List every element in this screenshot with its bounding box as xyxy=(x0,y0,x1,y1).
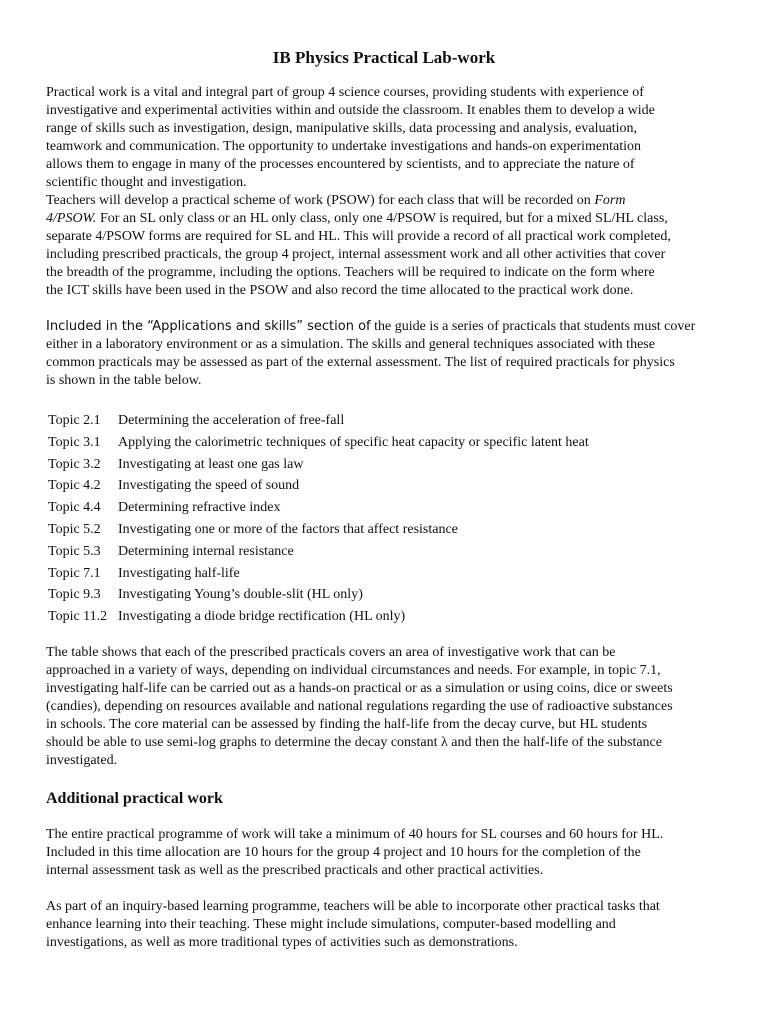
topic-description: Determining internal resistance xyxy=(118,543,294,559)
text-line: investigating half-life can be carried out as a hands-on practical or as a simulation or using coins, dice or sweets xyxy=(46,681,673,696)
text-line: approached in a variety of ways, depending on individual circumstances and needs. For example, in topic 7.1, xyxy=(46,663,661,678)
text-line: common practicals may be assessed as part of the external assessment. The list of required practicals for physics xyxy=(46,355,675,370)
text-line: As part of an inquiry-based learning programme, teachers will be able to incorporate other practical tasks that xyxy=(46,899,660,914)
form-name-emphasis: Form xyxy=(594,193,626,208)
practicals-table xyxy=(48,410,738,628)
text-line: investigated. xyxy=(46,753,118,768)
text-line: either in a laboratory environment or as a simulation. The skills and general techniques associated with these xyxy=(46,337,655,352)
table-row xyxy=(48,475,738,497)
psow-text: For an SL only class or an HL only class, only one 4/PSOW is required, but for a mixed SL/HL class, xyxy=(96,211,668,226)
topic-description: Investigating Young’s double-slit (HL only) xyxy=(118,587,363,603)
text-line: the ICT skills have been used in the PSOW and also record the time allocated to the practical work done. xyxy=(46,283,634,298)
topic-description: Investigating at least one gas law xyxy=(118,456,304,472)
table-row xyxy=(48,519,738,541)
page-title: IB Physics Practical Lab-work xyxy=(272,48,496,67)
table-row xyxy=(48,563,738,585)
topic-number: Topic 2.1 xyxy=(48,413,101,428)
topic-number: Topic 11.2 xyxy=(48,609,108,625)
form-name-emphasis: 4/PSOW. xyxy=(46,211,97,226)
table-row xyxy=(48,410,738,432)
topic-description: Investigating a diode bridge rectification (HL only) xyxy=(118,609,406,625)
additional-paragraph-2 xyxy=(46,898,736,952)
text-line: in schools. The core material can be assessed by finding the half-life from the decay curve, but HL students xyxy=(46,717,648,732)
topic-number: Topic 4.2 xyxy=(48,478,101,494)
intro-paragraph xyxy=(46,84,736,300)
table-explanation-paragraph xyxy=(46,644,736,770)
text-line: scientific thought and investigation. xyxy=(46,175,247,190)
topic-number: Topic 4.4 xyxy=(48,500,101,516)
table-row xyxy=(48,454,738,476)
text-line: Included in this time allocation are 10 hours for the group 4 project and 10 hours for the completion of the xyxy=(46,845,641,860)
table-row xyxy=(48,584,738,606)
guide-text: the guide is a series of practicals that students must cover xyxy=(370,319,696,334)
text-line: enhance learning into their teaching. These might include simulations, computer-based modelling and xyxy=(46,917,616,932)
topic-number: Topic 5.3 xyxy=(48,543,101,559)
topic-description: Investigating one or more of the factors that affect resistance xyxy=(118,521,458,537)
text-line: should be able to use semi-log graphs to determine the decay constant λ and then the half-life of the substance xyxy=(46,735,662,750)
text-line: teamwork and communication. The opportunity to undertake investigations and hands-on experimentation xyxy=(46,139,641,154)
text-line xyxy=(46,192,736,210)
table-row xyxy=(48,497,738,519)
text-line: separate 4/PSOW forms are required for SL and HL. This will provide a record of all practical work completed, xyxy=(46,229,671,244)
guide-section-ref: Included in the “Applications and skills” section of xyxy=(46,319,371,334)
text-line xyxy=(46,210,736,228)
text-line: is shown in the table below. xyxy=(46,373,202,388)
psow-text: Teachers will develop a practical scheme of work (PSOW) for each class that will be recorded on xyxy=(46,193,595,208)
topic-description: Applying the calorimetric techniques of specific heat capacity or specific latent heat xyxy=(118,434,589,450)
text-line: investigative and experimental activities within and outside the classroom. It enables them to develop a wide xyxy=(46,103,655,118)
topic-description: Investigating the speed of sound xyxy=(118,478,300,494)
text-line: the breadth of the programme, including the options. Teachers will be required to indicate on the form where xyxy=(46,265,655,280)
topic-number: Topic 7.1 xyxy=(48,565,101,581)
additional-paragraph-1 xyxy=(46,826,736,880)
topic-number: Topic 3.1 xyxy=(48,434,101,450)
text-line: The entire practical programme of work will take a minimum of 40 hours for SL courses and 60 hours for HL. xyxy=(46,827,664,842)
text-line: (candies), depending on resources available and national regulations regarding the use of radioactive substances xyxy=(46,699,673,714)
text-line xyxy=(46,318,736,336)
text-line: range of skills such as investigation, design, manipulative skills, data processing and analysis, evaluation, xyxy=(46,121,637,136)
topic-number: Topic 9.3 xyxy=(48,587,101,603)
text-line: allows them to engage in many of the processes encountered by scientists, and to appreciate the nature of xyxy=(46,157,635,172)
text-line: Practical work is a vital and integral part of group 4 science courses, providing students with experience of xyxy=(46,85,644,100)
section-heading: Additional practical work xyxy=(46,790,223,807)
topic-number: Topic 5.2 xyxy=(48,521,101,537)
guide-paragraph xyxy=(46,318,736,390)
topic-description: Investigating half-life xyxy=(118,565,240,581)
topic-description: Determining refractive index xyxy=(118,500,281,516)
text-line: including prescribed practicals, the group 4 project, internal assessment work and all other activities that cover xyxy=(46,247,666,262)
table-row xyxy=(48,432,738,454)
table-row xyxy=(48,541,738,563)
topic-description: Determining the acceleration of free-fall xyxy=(118,413,345,428)
table-row xyxy=(48,606,738,628)
text-line: internal assessment task as well as the prescribed practicals and other practical activities. xyxy=(46,863,544,878)
text-line: The table shows that each of the prescribed practicals covers an area of investigative work that can be xyxy=(46,645,616,660)
text-line: investigations, as well as more traditional types of activities such as demonstrations. xyxy=(46,935,518,950)
topic-number: Topic 3.2 xyxy=(48,456,101,472)
